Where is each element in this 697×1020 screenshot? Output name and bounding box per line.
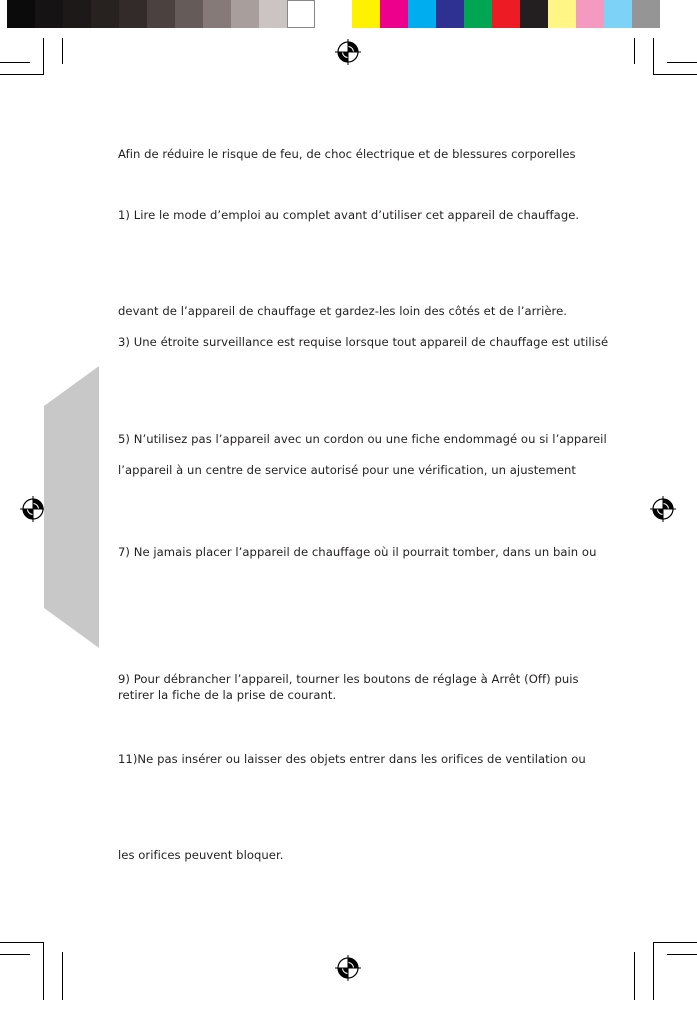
text-line: Afin de réduire le risque de feu, de choc électrique et de blessures corporelles [118, 147, 576, 161]
grey-calibration-bar [7, 0, 315, 28]
crop-mark [62, 952, 63, 1000]
text-line: retirer la fiche de la prise de courant. [118, 688, 337, 702]
registration-mark-icon [335, 955, 361, 981]
color-swatch [7, 0, 35, 28]
color-swatch [91, 0, 119, 28]
text-line: 5) N’utilisez pas l’appareil avec un cordon ou une fiche endommagé ou si l’appareil [118, 432, 607, 446]
side-tab [44, 366, 99, 648]
crop-mark [634, 952, 635, 1000]
color-swatch [175, 0, 203, 28]
color-swatch [576, 0, 604, 28]
color-swatch [464, 0, 492, 28]
color-swatch [231, 0, 259, 28]
registration-mark-icon [335, 39, 361, 65]
registration-mark-icon [650, 496, 676, 522]
color-swatch [604, 0, 632, 28]
crop-mark [634, 38, 635, 64]
text-line: devant de l’appareil de chauffage et gardez-les loin des côtés et de l’arrière. [118, 304, 568, 318]
crop-mark [0, 62, 30, 63]
color-swatch [408, 0, 436, 28]
crop-mark [667, 62, 697, 63]
color-swatch [548, 0, 576, 28]
text-line: 11)Ne pas insérer ou laisser des objets entrer dans les orifices de ventilation ou [118, 752, 586, 766]
color-swatch [63, 0, 91, 28]
crop-mark [653, 942, 654, 1000]
text-line: l’appareil à un centre de service autorisé pour une vérification, un ajustement [118, 463, 576, 477]
text-line: 9) Pour débrancher l’appareil, tourner les boutons de réglage à Arrêt (Off) puis [118, 672, 579, 686]
crop-mark [0, 74, 44, 75]
text-line: 1) Lire le mode d’emploi au complet avant d’utiliser cet appareil de chauffage. [118, 208, 580, 222]
color-swatch [380, 0, 408, 28]
color-swatch [147, 0, 175, 28]
crop-mark [43, 942, 44, 1000]
crop-mark [0, 942, 44, 943]
color-swatch [203, 0, 231, 28]
color-swatch [492, 0, 520, 28]
crop-mark [667, 954, 697, 955]
crop-mark [653, 74, 697, 75]
color-swatch [520, 0, 548, 28]
crop-mark [653, 942, 697, 943]
crop-mark [43, 38, 44, 74]
crop-mark [62, 38, 63, 64]
color-swatch [287, 0, 315, 28]
color-swatch [632, 0, 660, 28]
color-calibration-bar [352, 0, 660, 28]
crop-mark [653, 38, 654, 74]
text-line: 7) Ne jamais placer l’appareil de chauffage où il pourrait tomber, dans un bain ou [118, 545, 597, 559]
crop-mark [0, 954, 30, 955]
text-line: les orifices peuvent bloquer. [118, 848, 284, 862]
registration-mark-icon [20, 496, 46, 522]
color-swatch [119, 0, 147, 28]
color-swatch [352, 0, 380, 28]
color-swatch [35, 0, 63, 28]
color-swatch [259, 0, 287, 28]
text-line: 3) Une étroite surveillance est requise lorsque tout appareil de chauffage est utilisé [118, 335, 609, 349]
color-swatch [436, 0, 464, 28]
